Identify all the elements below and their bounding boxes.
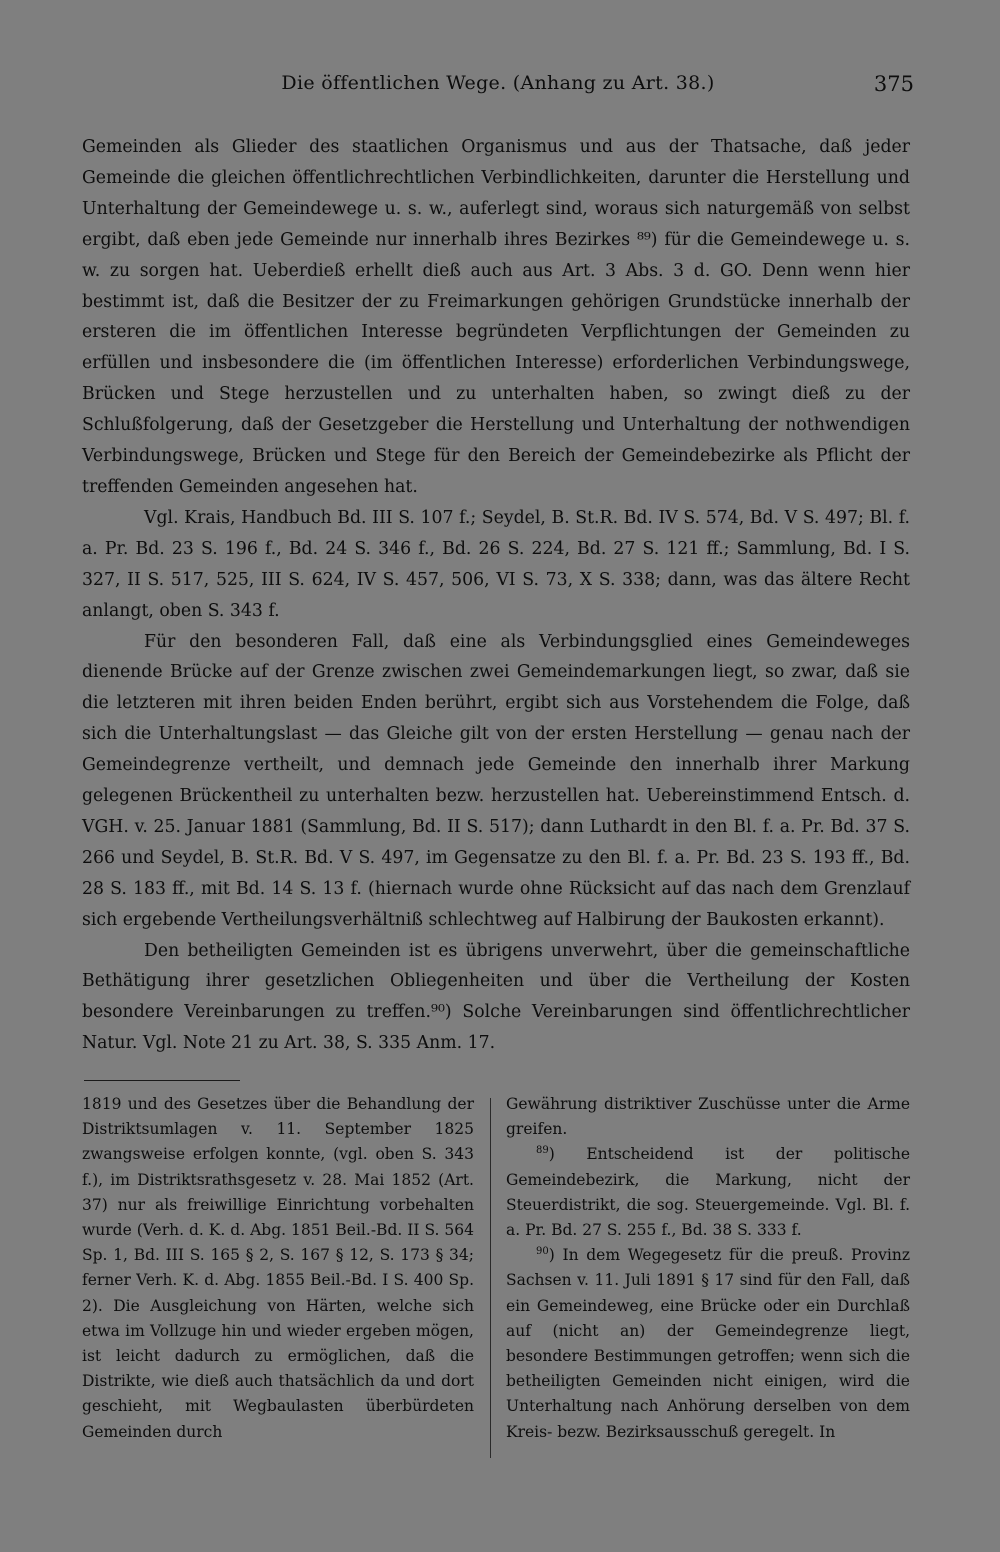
paragraph-4: Den betheiligten Gemeinden ist es übrigens unverwehrt, über die gemeinschaftliche Bethätigung ihrer gesetzlichen Obliegenheiten und über die Vertheilung der Kosten besondere Vereinbarungen zu treffen.⁹⁰) Solche Vereinbarungen sind öffentlichrechtlicher Natur. Vgl. Note 21 zu Art. 38, S. 335 Anm. 17.: [82, 940, 910, 1054]
footnote-90: [506, 1243, 910, 1445]
footnote-continuation-right: Gewährung distriktiver Zuschüsse unter die Arme greifen.: [506, 1095, 910, 1139]
footnote-90-text: ) In dem Wegegesetz für die preuß. Provinz Sachsen v. 11. Juli 1891 § 17 sind für den Fall, daß ein Gemeindeweg, eine Brücke oder ein Durchlaß auf (nicht an) der Gemeindegrenze liegt, besondere Bestimmungen getroffen; wenn sich die betheiligten Gemeinden nicht einigen, wird die Unterhaltung nach Anhörung derselben von dem Kreis- bezw. Bezirksausschuß geregelt. In: [506, 1246, 910, 1441]
paragraph-1: Gemeinden als Glieder des staatlichen Organismus und aus der Thatsache, daß jeder Gemeinde die gleichen öffentlichrechtlichen Verbindlichkeiten, darunter die Herstellung und Unterhaltung der Gemeindewege u. s. w., auferlegt sind, woraus sich naturgemäß von selbst ergibt, daß eben jede Gemeinde nur innerhalb ihres Bezirkes ⁸⁹) für die Gemeindewege u. s. w. zu sorgen hat. Ueberdieß erhellt dieß auch aus Art. 3 Abs. 3 d. GO. Denn wenn hier bestimmt ist, daß die Besitzer der zu Freimarkungen gehörigen Grundstücke innerhalb der ersteren die im öffentlichen Interesse begründeten Verpflichtungen der Gemeinden zu erfüllen und insbesondere die (im öffentlichen Interesse) erforderlichen Verbindungswege, Brücken und Stege herzustellen und zu unterhalten haben, so zwingt dieß zu der Schlußfolgerung, daß der Gesetzgeber die Herstellung und Unterhaltung der nothwendigen Verbindungswege, Brücken und Stege für den Bereich der Gemeindebezirke als Pflicht der treffenden Gemeinden angesehen hat.: [82, 137, 910, 497]
footnote-89: [506, 1142, 910, 1243]
footnote-continuation-left: 1819 und des Gesetzes über die Behandlung der Distriktsumlagen v. 11. September 1825 zwangsweise erfolgen konnte, (vgl. oben S. 343 f.), im Distriktsrathsgesetz v. 28. Mai 1852 (Art. 37) nur als freiwillige Einrichtung vorbehalten wurde (Verh. d. K. d. Abg. 1851 Beil.-Bd. II S. 564 Sp. 1, Bd. III S. 165 § 2, S. 167 § 12, S. 173 § 34; ferner Verh. K. d. Abg. 1855 Beil.-Bd. I S. 400 Sp. 2). Die Ausgleichung von Härten, welche sich etwa im Vollzuge hin und wieder ergeben mögen, ist leicht dadurch zu ermöglichen, daß die Distrikte, wie dieß auch thatsächlich da und dort geschieht, mit Wegbaulasten überbürdeten Gemeinden durch: [82, 1095, 474, 1441]
footnote-89-text: ) Entscheidend ist der politische Gemeindebezirk, die Markung, nicht der Steuerdistrikt, die sog. Steuergemeinde. Vgl. Bl. f. a. Pr. Bd. 27 S. 255 f., Bd. 38 S. 333 f.: [506, 1145, 910, 1240]
footnote-rule: [84, 1080, 240, 1081]
main-text: [82, 132, 910, 1059]
running-title: Die öffentlichen Wege. (Anhang zu Art. 38.): [281, 72, 715, 94]
footnote-90-number: 90: [536, 1246, 549, 1258]
footnote-column-right: [506, 1092, 910, 1445]
paragraph-3: Für den besonderen Fall, daß eine als Verbindungsglied eines Gemeindeweges dienende Brücke auf der Grenze zwischen zwei Gemeindemarkungen liegt, so zwar, daß sie die letzteren mit ihren beiden Enden berührt, ergibt sich aus Vorstehendem die Folge, daß sich die Unterhaltungslast — das Gleiche gilt von der ersten Herstellung — genau nach der Gemeindegrenze vertheilt, und demnach jede Gemeinde den innerhalb ihrer Markung gelegenen Brückentheil zu unterhalten bezw. herzustellen hat. Uebereinstimmend Entsch. d. VGH. v. 25. Januar 1881 (Sammlung, Bd. II S. 517); dann Luthardt in den Bl. f. a. Pr. Bd. 37 S. 266 und Seydel, B. St.R. Bd. V S. 497, im Gegensatze zu den Bl. f. a. Pr. Bd. 23 S. 193 ff., Bd. 28 S. 183 ff., mit Bd. 14 S. 13 f. (hiernach wurde ohne Rücksicht auf das nach dem Grenzlauf sich ergebende Vertheilungsverhältniß schlechtweg auf Halbirung der Baukosten erkannt).: [82, 631, 910, 930]
footnotes: [82, 1092, 910, 1472]
column-divider: [490, 1098, 491, 1458]
page-number: 375: [873, 72, 914, 96]
running-head: [82, 72, 914, 108]
paragraph-2: Vgl. Krais, Handbuch Bd. III S. 107 f.; Seydel, B. St.R. Bd. IV S. 574, Bd. V S. 497; Bl. f. a. Pr. Bd. 23 S. 196 f., Bd. 24 S. 346 f., Bd. 26 S. 224, Bd. 27 S. 121 ff.; Sammlung, Bd. I S. 327, II S. 517, 525, III S. 624, IV S. 457, 506, VI S. 73, X S. 338; dann, was das ältere Recht anlangt, oben S. 343 f.: [82, 507, 910, 621]
footnote-89-number: 89: [536, 1145, 549, 1157]
footnote-column-left: [82, 1092, 474, 1445]
